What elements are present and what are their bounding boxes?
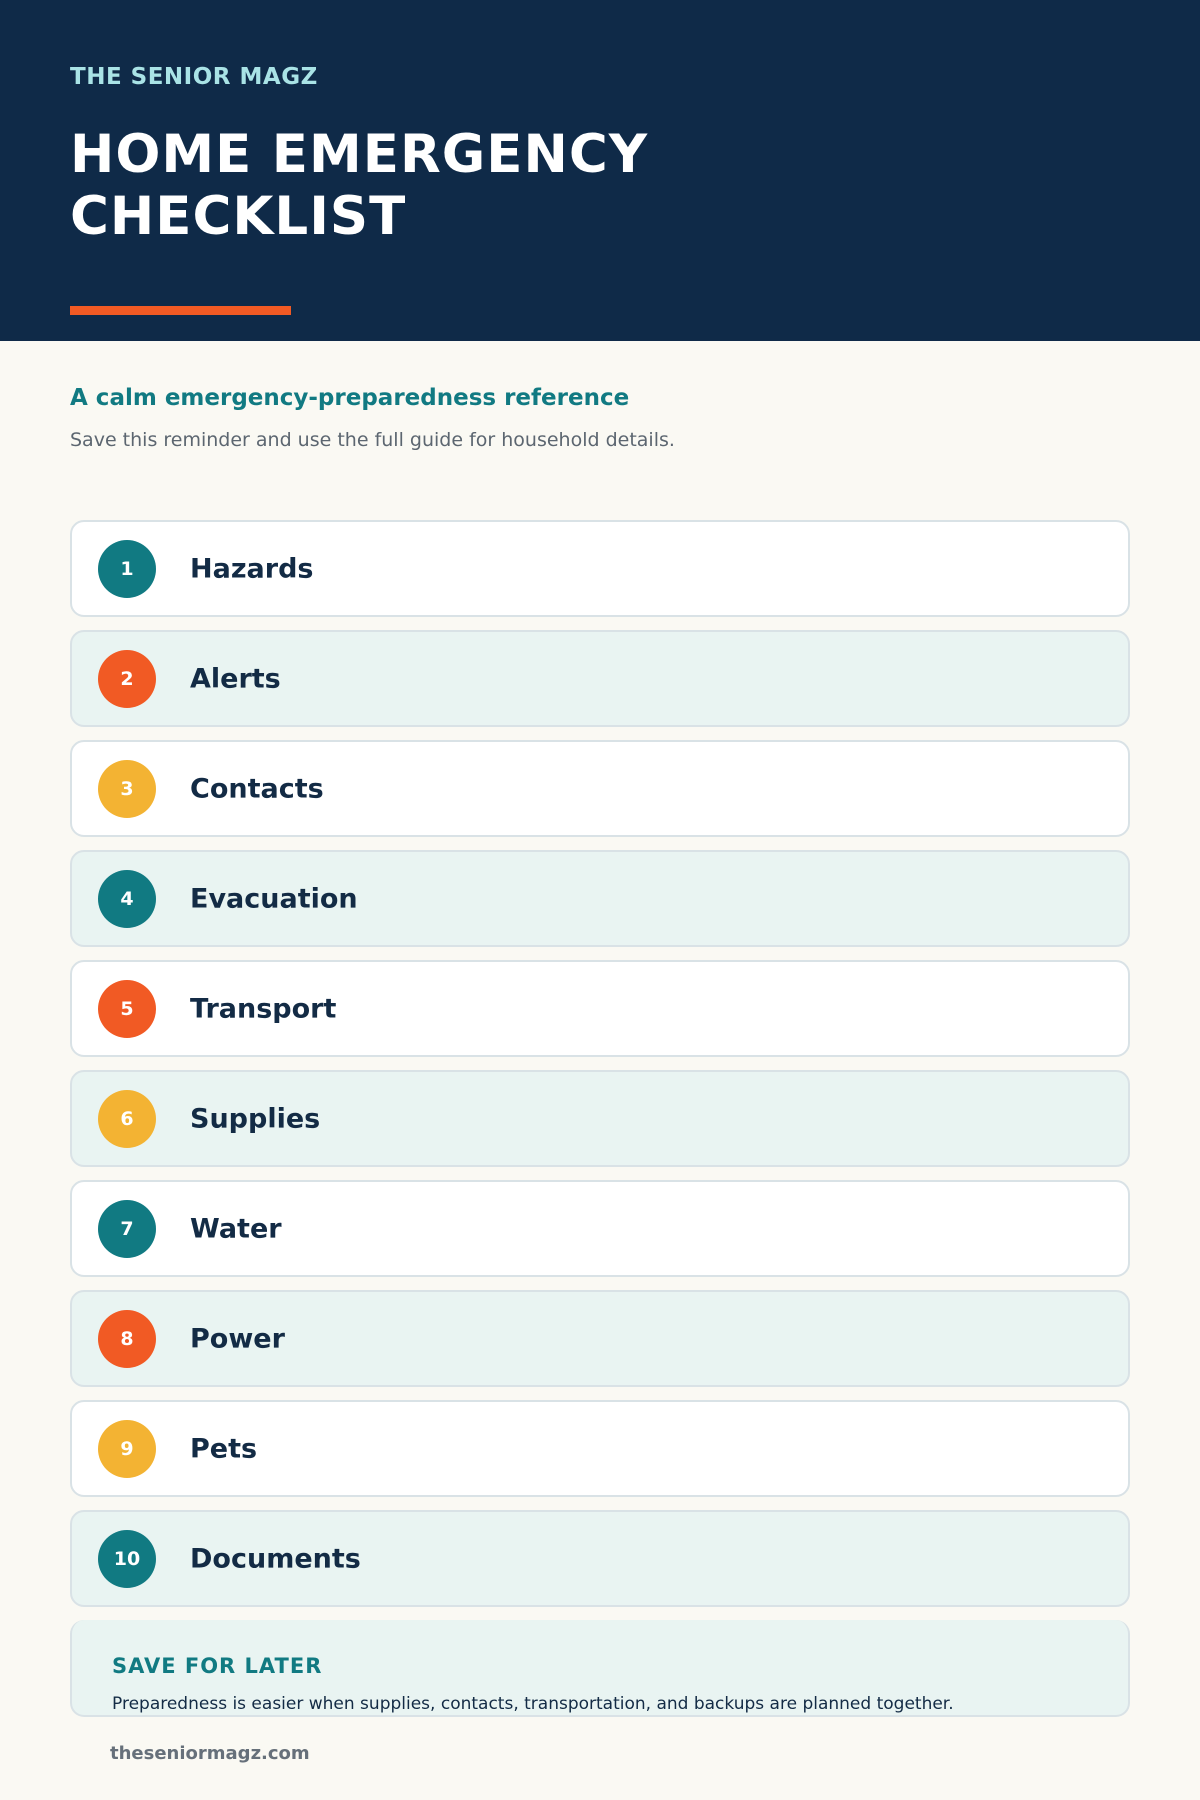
checklist-item <box>70 1400 1130 1497</box>
item-number-badge: 6 <box>98 1090 156 1148</box>
title-line-1: HOME EMERGENCY <box>70 124 649 185</box>
callout-title: SAVE FOR LATER <box>112 1654 323 1678</box>
checklist-item <box>70 960 1130 1057</box>
item-label: Transport <box>190 993 337 1024</box>
item-label: Water <box>190 1213 282 1244</box>
item-number-badge: 5 <box>98 980 156 1038</box>
item-label: Pets <box>190 1433 258 1464</box>
checklist-item <box>70 630 1130 727</box>
item-label: Alerts <box>190 663 281 694</box>
item-number-badge: 3 <box>98 760 156 818</box>
title-underline-divider <box>70 306 291 315</box>
checklist-item <box>70 1180 1130 1277</box>
header-banner <box>0 0 1200 341</box>
checklist-item <box>70 850 1130 947</box>
item-number-badge: 8 <box>98 1310 156 1368</box>
item-label: Documents <box>190 1543 361 1574</box>
item-number-badge: 2 <box>98 650 156 708</box>
item-label: Evacuation <box>190 883 358 914</box>
item-number-badge: 7 <box>98 1200 156 1258</box>
checklist-item <box>70 1510 1130 1607</box>
intro-text: Save this reminder and use the full guide for household details. <box>70 429 675 451</box>
checklist <box>70 520 1130 1620</box>
checklist-item <box>70 1070 1130 1167</box>
page-title <box>70 124 870 248</box>
intro-subtitle: A calm emergency-preparedness reference <box>70 385 630 411</box>
item-number-badge: 1 <box>98 540 156 598</box>
item-number-badge: 4 <box>98 870 156 928</box>
item-label: Contacts <box>190 773 324 804</box>
callout-text: Preparedness is easier when supplies, contacts, transportation, and backups are planned together. <box>112 1694 954 1714</box>
checklist-item <box>70 740 1130 837</box>
checklist-item <box>70 520 1130 617</box>
website-link[interactable]: theseniormagz.com <box>110 1743 310 1764</box>
item-number-badge: 10 <box>98 1530 156 1588</box>
save-for-later-callout <box>70 1620 1130 1717</box>
title-line-2: CHECKLIST <box>70 186 407 247</box>
item-number-badge: 9 <box>98 1420 156 1478</box>
brand-name: THE SENIOR MAGZ <box>70 64 318 90</box>
item-label: Power <box>190 1323 285 1354</box>
item-label: Hazards <box>190 553 314 584</box>
checklist-item <box>70 1290 1130 1387</box>
item-label: Supplies <box>190 1103 321 1134</box>
